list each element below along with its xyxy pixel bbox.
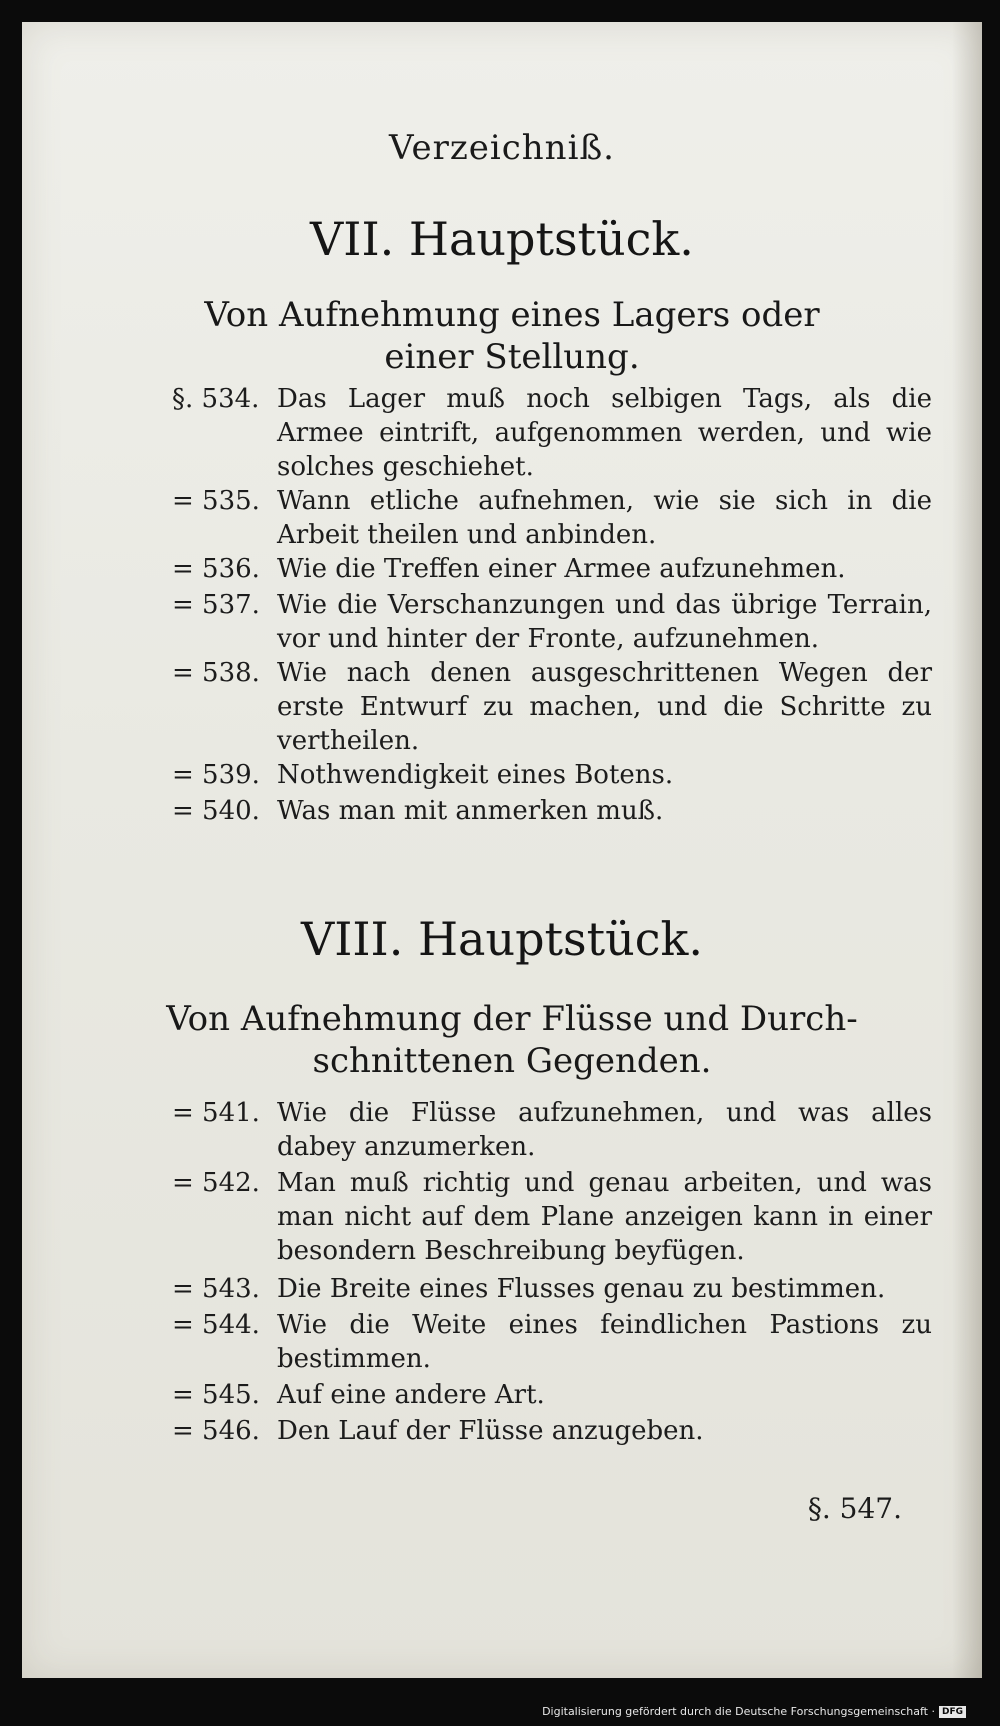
toc-entry-542 (172, 1166, 932, 1268)
entry-text: Die Breite eines Flusses genau zu bestimmen. (277, 1274, 886, 1304)
book-page (22, 22, 982, 1678)
chapter-title-viii: VIII. Hauptstück. (300, 912, 704, 966)
section-number: = 543. (172, 1274, 260, 1304)
entry-text: Wie nach denen ausgeschrittenen Wegen der erste Entwurf zu machen, und die Schritte zu vertheilen. (277, 658, 932, 756)
toc-entry-535 (172, 484, 932, 552)
section-number: = 536. (172, 554, 260, 584)
toc-entry-545 (172, 1378, 932, 1412)
catchword: §. 547. (807, 1492, 902, 1525)
section-number: = 539. (172, 760, 260, 790)
section-number: = 538. (172, 658, 260, 688)
chapter-subtitle-vii (132, 294, 892, 378)
entry-text: Den Lauf der Flüsse anzugeben. (277, 1416, 704, 1446)
entry-text: Wie die Verschanzungen und das übrige Terrain, vor und hinter der Fronte, aufzunehmen. (277, 590, 932, 654)
entry-text: Wann etliche aufnehmen, wie sie sich in die Arbeit theilen und anbinden. (277, 486, 932, 550)
toc-entry-546 (172, 1414, 932, 1448)
digitization-footer (542, 1705, 966, 1718)
toc-entry-541 (172, 1096, 932, 1164)
entry-text: Wie die Weite eines feindlichen Pastions zu bestimmen. (277, 1310, 932, 1374)
section-number: = 545. (172, 1380, 260, 1410)
section-number: = 546. (172, 1416, 260, 1446)
section-number: = 540. (172, 796, 260, 826)
chapter-subtitle-viii (132, 998, 892, 1082)
subtitle-line: einer Stellung. (384, 337, 640, 377)
entry-text: Was man mit anmerken muß. (277, 796, 664, 826)
section-number: = 541. (172, 1098, 260, 1128)
section-number: = 537. (172, 590, 260, 620)
section-number: = 542. (172, 1168, 260, 1198)
toc-entry-540 (172, 794, 932, 828)
subtitle-line: Von Aufnehmung eines Lagers oder (204, 295, 820, 335)
entry-text: Auf eine andere Art. (277, 1380, 545, 1410)
entry-text: Man muß richtig und genau arbeiten, und was man nicht auf dem Plane anzeigen kann in einer besondern Beschreibung beyfügen. (277, 1168, 932, 1266)
toc-entry-537 (172, 588, 932, 656)
toc-entry-538 (172, 656, 932, 758)
section-number: = 544. (172, 1310, 260, 1340)
toc-entry-544 (172, 1308, 932, 1376)
running-head: Verzeichniß. (389, 128, 615, 168)
chapter-title-vii: VII. Hauptstück. (310, 212, 694, 266)
dfg-logo: DFG (939, 1706, 966, 1718)
toc-entry-543 (172, 1272, 932, 1306)
toc-entry-539 (172, 758, 932, 792)
subtitle-line: Von Aufnehmung der Flüsse und Durch- (166, 999, 858, 1039)
toc-entry-536 (172, 552, 932, 586)
section-number: §. 534. (172, 384, 260, 414)
footer-text: Digitalisierung gefördert durch die Deutsche Forschungsgemeinschaft · (542, 1705, 935, 1718)
entry-text: Das Lager muß noch selbigen Tags, als die Armee eintrift, aufgenommen werden, und wie solches geschiehet. (277, 384, 932, 482)
section-number: = 535. (172, 486, 260, 516)
entry-text: Nothwendigkeit eines Botens. (277, 760, 674, 790)
toc-entry-534 (172, 382, 932, 484)
subtitle-line: schnittenen Gegenden. (312, 1041, 712, 1081)
entry-text: Wie die Flüsse aufzunehmen, und was alles dabey anzumerken. (277, 1098, 932, 1162)
entry-text: Wie die Treffen einer Armee aufzunehmen. (277, 554, 846, 584)
